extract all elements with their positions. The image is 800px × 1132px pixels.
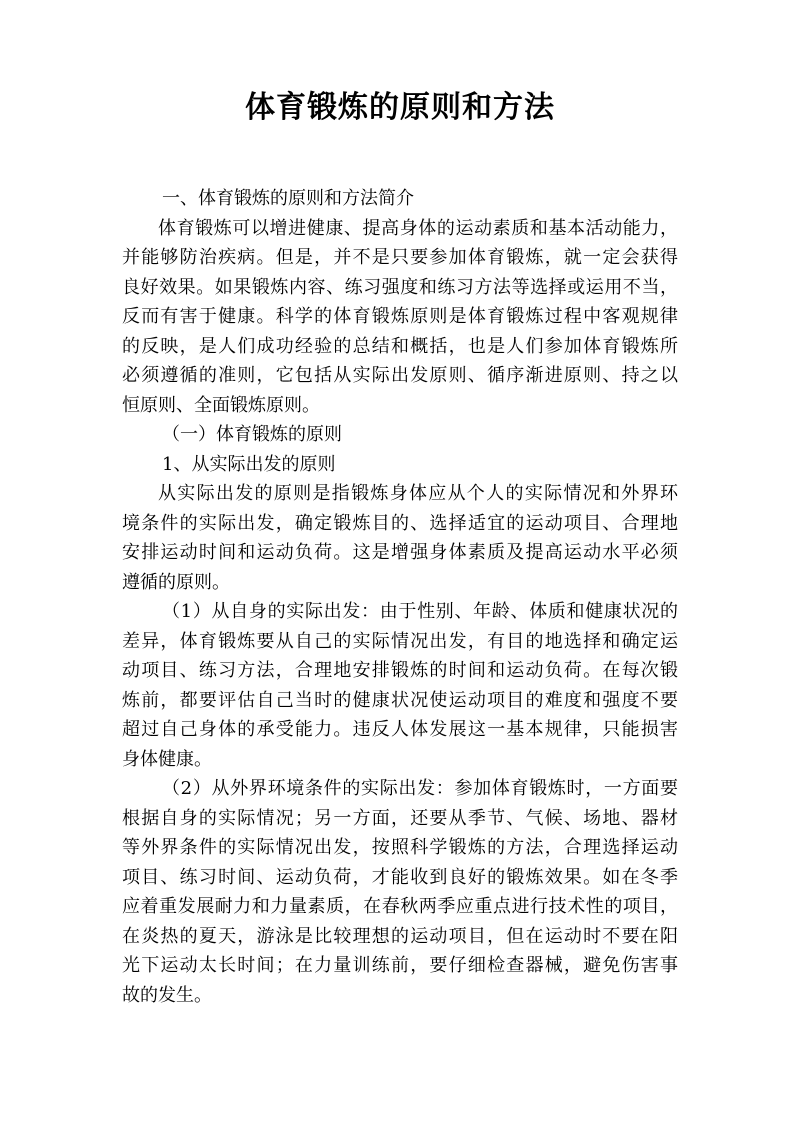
paragraph-line: （2）从外界环境条件的实际出发：参加体育锻炼时，一方面要 — [162, 778, 678, 799]
section-heading: 一、体育锻炼的原则和方法简介 — [162, 188, 414, 209]
paragraph-line: 在炎热的夏天，游泳是比较理想的运动项目，但在运动时不要在阳 — [122, 925, 678, 947]
paragraph-line: 恒原则、全面锻炼原则。 — [122, 394, 320, 416]
paragraph-line: 炼前，都要评估自己当时的健康状况使运动项目的难度和强度不要 — [122, 689, 678, 711]
paragraph-line: 故的发生。 — [122, 984, 212, 1006]
paragraph-line: 的反映，是人们成功经验的总结和概括，也是人们参加体育锻炼所 — [122, 335, 678, 357]
paragraph-line: 体育锻炼可以增进健康、提高身体的运动素质和基本活动能力， — [158, 217, 678, 239]
document-body — [122, 184, 678, 1010]
document-title: 体育锻炼的原则和方法 — [245, 90, 555, 125]
paragraph-line: 并能够防治疾病。但是，并不是只要参加体育锻炼，就一定会获得 — [122, 247, 678, 268]
paragraph-line: （1）从自身的实际出发：由于性别、年龄、体质和健康状况的 — [162, 601, 678, 622]
paragraph-line: 光下运动太长时间；在力量训练前，要仔细检查器械，避免伤害事 — [122, 955, 678, 976]
paragraph-line: 身体健康。 — [122, 748, 212, 770]
paragraph-line: 根据自身的实际情况；另一方面，还要从季节、气候、场地、器材 — [122, 807, 678, 829]
paragraph-line: 安排运动时间和运动负荷。这是增强身体素质及提高运动水平必须 — [122, 542, 678, 563]
paragraph-line: 差异，体育锻炼要从自己的实际情况出发，有目的地选择和确定运 — [122, 630, 678, 652]
paragraph-line: 良好效果。如果锻炼内容、练习强度和练习方法等选择或运用不当， — [122, 276, 678, 298]
paragraph-line: 等外界条件的实际情况出发，按照科学锻炼的方法，合理选择运动 — [122, 837, 678, 858]
paragraph-line: 动项目、练习方法，合理地安排锻炼的时间和运动负荷。在每次锻 — [122, 660, 678, 681]
subsection-heading: 1、从实际出发的原则 — [162, 453, 336, 475]
paragraph-line: 项目、练习时间、运动负荷，才能收到良好的锻炼效果。如在冬季 — [122, 866, 678, 888]
paragraph-line: 遵循的原则。 — [122, 571, 230, 593]
paragraph-line: 必须遵循的准则，它包括从实际出发原则、循序渐进原则、持之以 — [122, 365, 678, 386]
paragraph-line: 从实际出发的原则是指锻炼身体应从个人的实际情况和外界环 — [158, 483, 678, 504]
paragraph-line: 境条件的实际出发，确定锻炼目的、选择适宜的运动项目、合理地 — [122, 512, 678, 534]
subsection-heading: （一）体育锻炼的原则 — [162, 424, 342, 445]
paragraph-line: 超过自己身体的承受能力。违反人体发展这一基本规律，只能损害 — [122, 719, 678, 740]
paragraph-line: 应着重发展耐力和力量素质，在春秋两季应重点进行技术性的项目， — [122, 896, 678, 917]
paragraph-line: 反而有害于健康。科学的体育锻炼原则是体育锻炼过程中客观规律 — [122, 306, 678, 327]
